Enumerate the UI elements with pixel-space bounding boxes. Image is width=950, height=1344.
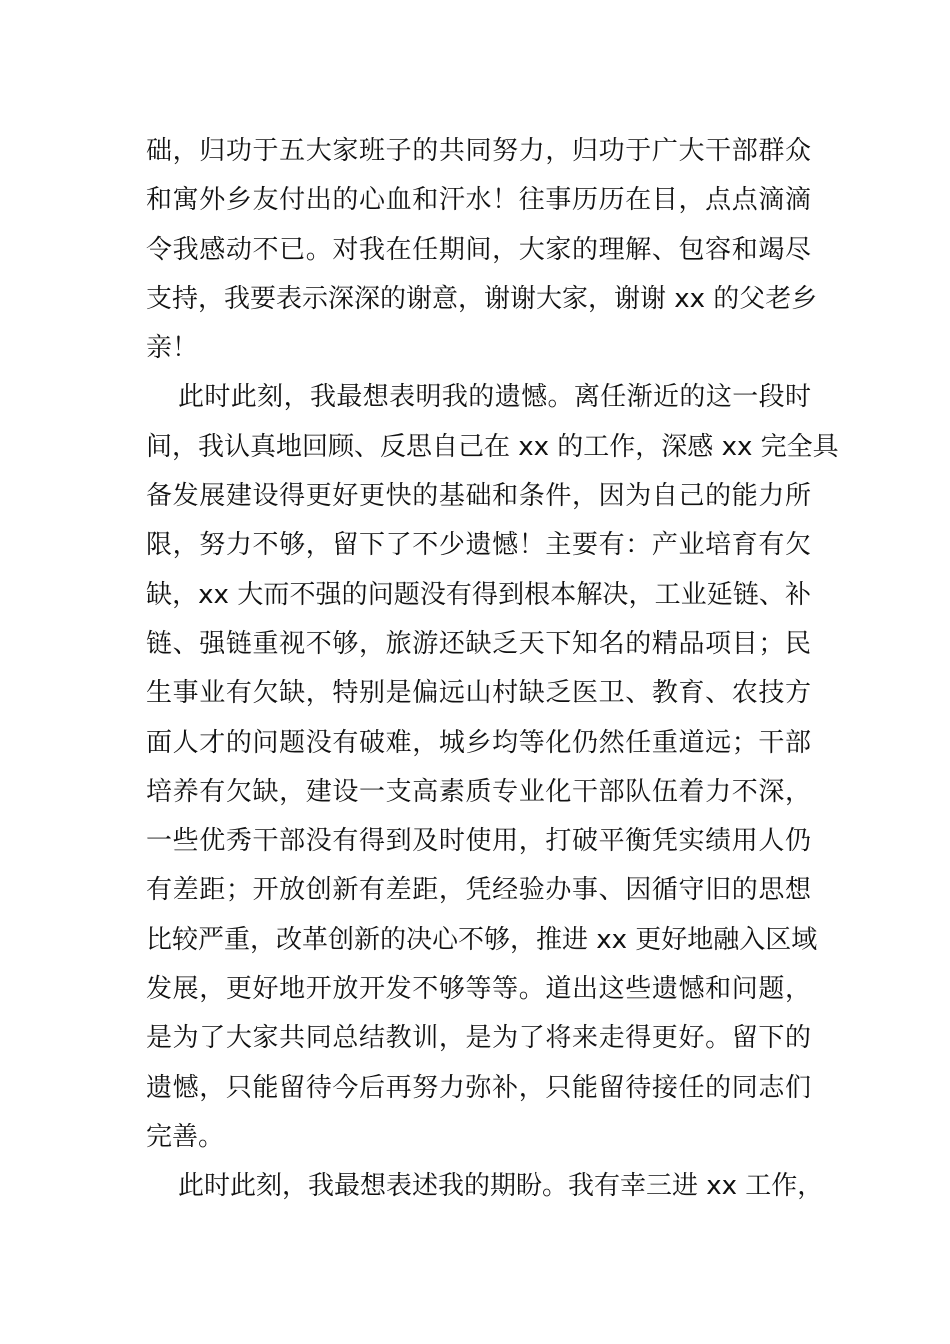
text-line-17: 比较严重，改革创新的决心不够，推进 xx 更好地融入区域 — [146, 924, 818, 955]
text-line-18: 发展，更好地开放开发不够等等。道出这些遗憾和问题， — [146, 974, 811, 1005]
text-line-9: 限，努力不够，留下了不少遗憾！主要有：产业培育有欠 — [146, 530, 811, 561]
text-line-1: 础，归功于五大家班子的共同努力，归功于广大干部群众 — [146, 136, 811, 166]
paragraph-start-line: 此时此刻，我最想表述我的期盼。我有幸三进 xx 工作， — [178, 1171, 824, 1202]
text-line-13: 面人才的问题没有破难，城乡均等化仍然任重道远；干部 — [146, 727, 811, 758]
text-line-7: 间，我认真地回顾、反思自己在 xx 的工作，深感 xx 完全具 — [146, 431, 839, 462]
text-line-3: 令我感动不已。对我在任期间，大家的理解、包容和竭尽 — [146, 234, 811, 265]
text-line-11: 链、强链重视不够，旅游还缺乏天下知名的精品项目；民 — [146, 628, 811, 659]
text-line-5: 亲！ — [146, 333, 199, 364]
text-line-16: 有差距；开放创新有差距，凭经验办事、因循守旧的思想 — [146, 875, 811, 906]
text-line-19: 是为了大家共同总结教训，是为了将来走得更好。留下的 — [146, 1023, 811, 1054]
body-text — [146, 127, 839, 1212]
text-line-14: 培养有欠缺，建设一支高素质专业化干部队伍着力不深， — [146, 776, 811, 807]
paragraph-start-line: 此时此刻，我最想表明我的遗憾。离任渐近的这一段时 — [178, 382, 811, 413]
text-line-10: 缺，xx 大而不强的问题没有得到根本解决，工业延链、补 — [146, 579, 811, 610]
text-line-4: 支持，我要表示深深的谢意，谢谢大家，谢谢 xx 的父老乡 — [146, 283, 818, 314]
text-line-2: 和寓外乡友付出的心血和汗水！往事历历在目，点点滴滴 — [146, 185, 811, 216]
text-line-12: 生事业有欠缺，特别是偏远山村缺乏医卫、教育、农技方 — [146, 678, 811, 709]
text-line-15: 一些优秀干部没有得到及时使用，打破平衡凭实绩用人仍 — [146, 826, 811, 857]
text-line-8: 备发展建设得更好更快的基础和条件，因为自己的能力所 — [146, 481, 811, 512]
text-line-21: 完善。 — [146, 1121, 225, 1152]
text-line-20: 遗憾，只能留待今后再努力弥补，只能留待接任的同志们 — [146, 1072, 811, 1103]
